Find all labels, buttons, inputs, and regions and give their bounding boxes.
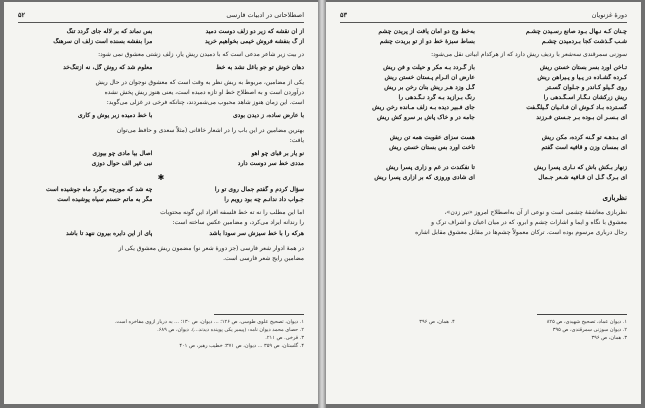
left-single-verse: [18, 64, 304, 74]
verse-line: شـب گـذشت کجا بـردمیدن چشـم بساط سبزهٔ خط دو از تو بریدت چشم: [379, 38, 627, 45]
left-paragraph-3: بهترین مضامین در این باب را در اشعار خاقانی (مثلاً سعدی و حافظ می‌توان یافت:: [116, 127, 304, 144]
verse-line: ای بـدهـه تو گـنه کرده، مکن ریش هست سزای عقوبت همه تن ریش: [389, 134, 627, 141]
right-page: [326, 2, 641, 404]
footnote-rule: [214, 314, 304, 315]
verse-line: هرکه را با خط سیزش سر سودا باشد پای از این دایره بیرون ننهد تا باشد: [65, 230, 304, 237]
verse-line: از آن نقشه که زیر دو زلف دوست دمید بس نماند که بر لاله جای گردد تنگ: [66, 28, 304, 35]
verse-line: زنهار بـکش باش که نـاری پسرا ریش تا نفکندت در غم و زاری پسرا ریش: [386, 164, 627, 171]
verse-line: جـواب داد ندانـم چه بود رویم را مگر به ماتم حسنم سیاه پوشیده است: [57, 196, 304, 203]
right-top-verses: [340, 28, 627, 48]
verse-line: ای بـرگ گـل آن قـافیه شـعر جـمال ای شادی وروزی که بر آزاری پسرا ریش: [374, 174, 627, 181]
verse-line: تـا‌خن آورد بسر بستان خستن ریش باز گـردد بـه مکر و حیلت و فن ریش: [383, 64, 627, 71]
book-gutter: [318, 0, 326, 408]
left-page: [4, 2, 318, 404]
right-paragraph-1: سوزنی سمرقندی سه‌شعر با ردیف ریش دارد که از هرکدام ابیاتی نقل می‌شود:: [431, 51, 627, 58]
verse-line: از گ بنفشه فروش خیمی بخواهیم خرید مرا بنفشه بسنده است زلف آن سرهنگ: [53, 38, 304, 45]
verse-line: ای بـسـر آن بـوده بـر جـستن فـرزند جامه در و خاک پاش بر سرو کش ریش: [377, 114, 627, 121]
verse-line: گسـترده بـاد کـوش آن فـانـیان گـیلگـفت جای فـبیر دیده بـه زلف مـانده رخن ریش: [372, 104, 627, 111]
footnotes-column-2: ۴. همان، ص ۳۹۶: [419, 319, 455, 325]
section-star: ✱: [157, 173, 165, 182]
left-paragraph-2: یکی از مضامین، مربوط به ریش نظر به وقت است که معشوق نوجوان در حال ریش درآوردن است و به اصطلاح خط او تازه دمیده است، یعنی هنوز ریش پخش نشده است. این زمان هنوز شاهد محبوب می‌شمردند، چنانکه فرخی در غزلی می‌گوید:: [95, 79, 304, 106]
section-title: نظربازی: [602, 193, 627, 202]
right-page-number: ۵۳: [340, 11, 347, 19]
verse-line: چـنان کـه نـهال بـود صانع رسـیدن چشـم به‌خط وج دو امان یافت از پریدن چشم: [378, 28, 627, 35]
left-header-title: اصطلاحاتی در ادبیات فارسی: [226, 11, 304, 19]
verse-line: دهان خوش تو جو باغل نشد به خط معلوم شد که روش گل، نه ازتنگ‌خد: [63, 64, 304, 71]
verse-line: روی گـیلو کـاندر و جـلوان گسـتر گـل وزد هـر ریش بنان رخن بر ریش: [384, 84, 627, 91]
right-verse-block-a: [340, 64, 627, 124]
right-footnotes: [340, 318, 627, 348]
left-verse-pair-b: [18, 150, 304, 170]
left-page-header: [18, 10, 304, 23]
left-verse-pair-c: [18, 186, 304, 206]
verse-line: سؤال کردم و گفتم جمال روی تو را چه شد که مورچه برگرد ماه جوشیده است: [45, 186, 304, 193]
verse-line: کـرده گشـاده در پـیا و پـیراهن ریش عارض آن آئـرام پـستان خستن ریش: [384, 74, 627, 81]
verse-line: مددی خط سر دوست دارد نبی غیر الف حوال دوزی: [91, 160, 304, 167]
verse-line: نو یار بر قبای چو آهو اصال بیا مادی چو بیوزی: [92, 150, 304, 157]
left-paragraph-5: در همهٔ ادوار شعر فارسی (جز دورهٔ شعر نو) مضمون ریش معشوق یکی از مضامین رایج شعر فارسی است.: [118, 245, 304, 262]
verse-line: ای بمسان وزن و قافیه است گفتم تاخت آورد بس بستان خستن ریش: [389, 144, 627, 151]
footnote-rule: [537, 314, 627, 315]
verse-line: با عارض ساده، ز دیدن بودی با خط دمیده زبر یوش و کاری: [77, 112, 304, 119]
left-verse-pair-d: [18, 230, 304, 240]
right-verse-block-c: [340, 164, 627, 184]
right-paragraph-2: نظربازی معاشقهٔ چشمی است و نوعی از آن به‌اصطلاح امروز «تیر زدن»، معشوق با نگاه و ایما و اشارات چشم و ابرو، که در میان اعیان و اشراف ترک و رجال درباری مرسوم بوده است. ترکان معمولاً چشم‌ها در مقابل معشوق مقابل اشاره: [415, 209, 627, 236]
verse-line: ریش زرکشان نـگـار اسـگـدهی را رنگ بـرازید بـه گرد نـگـدهی را: [398, 94, 627, 101]
footnotes-column-1: ۱. دیوان عماد، تصحیح شهیدی، ص ۸۲۵ ۲. دیوان سوزنی سمرقندی، ص ۳۹۵ ۳. همان، ص ۳۹۶: [546, 319, 627, 341]
left-top-verses: [18, 28, 304, 48]
left-page-number: ۵۲: [18, 11, 25, 19]
left-footnotes: ۱. دیوان، تصحیح علوی طوسی، ص ۱۲۶؛ ... دیوان، ص ۱۳۰؛ ... به دربار ازوی مفاخره است. ۲. حصای محمد دیوان نامه: (پیمبر یکی پوینده دیدند...). دیوان، ص ۶۸۹. ۳. فرخی. ص ۲۱۱. ۴. گلستان، ص ۳۵۹ ... دیوان، ص ۳۷۱؛ خطیب رهبر، ص ۴۰۱: [114, 319, 304, 349]
left-paragraph-4: اما این مطلب را نه ته خط فلسفه افراد این گونه محتویات را رندانه ایراد می‌کرد، و مضامین عکس ساخته است:: [160, 209, 304, 226]
right-verse-block-b: [340, 134, 627, 154]
right-header-title: دورهٔ غزنویان: [591, 11, 627, 19]
left-verse-pair-a: [18, 112, 304, 122]
left-paragraph-1: در بیت زیر شاعر مدعی است که با دمیدن ریش یار، زلف زشتی معشوق نمی شود:: [98, 51, 304, 58]
right-page-header: [340, 10, 627, 23]
